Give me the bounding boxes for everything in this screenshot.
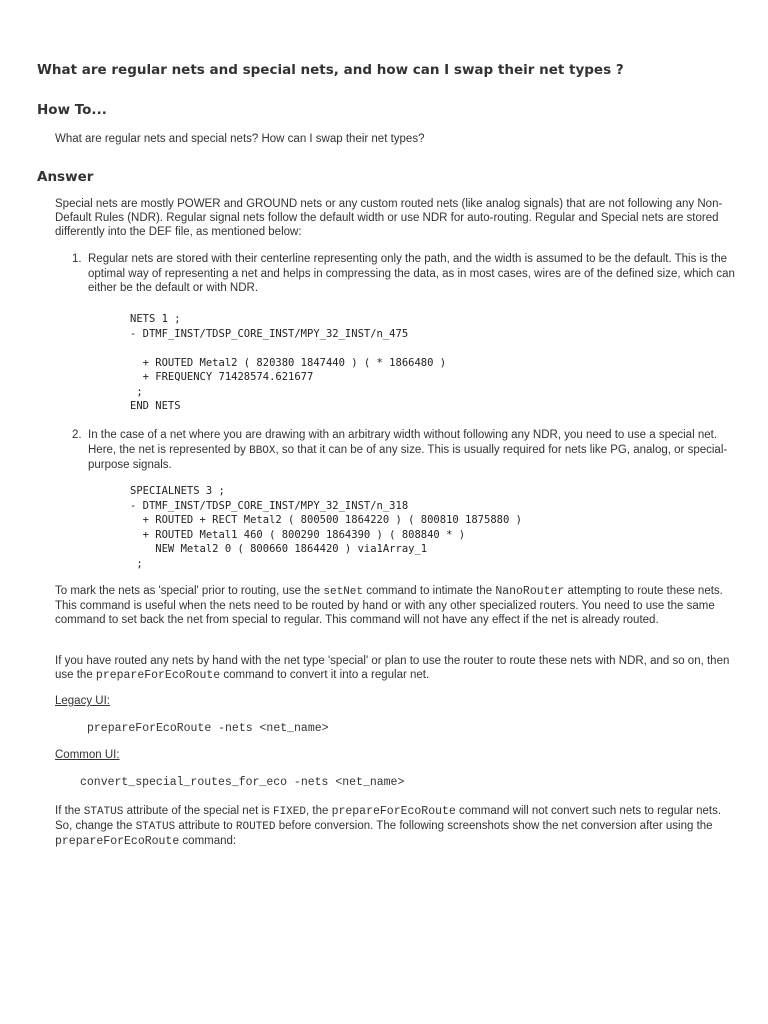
paragraph-status: If the STATUS attribute of the special net is FIXED, the prepareForEcoRoute command will not convert such nets to regular nets. So, change the STATUS attribute to ROUTED before conversion. The following screenshots show the net conversion after using the prepareForEcoRoute command: [55,805,722,848]
inline-code-prepareforecoroute: prepareForEcoRoute [55,835,180,848]
legacy-ui-label: Legacy UI: [55,695,110,707]
answer-heading: Answer [37,169,94,185]
inline-code-fixed: FIXED [272,806,306,818]
list-item-text: In the case of a net where you are drawing with an arbitrary width without following any NDR, you need to use a special net. Here, the net is represented by BBOX, so that it can be of any size. This is usually required for nets like PG, analog, or special-purpose signals. [88,429,728,471]
def-code-regular-nets: NETS 1 ; - DTMF_INST/TDSP_CORE_INST/MPY_32_INST/n_475 + ROUTED Metal2 ( 820380 1847440 ) ( * 1866480 ) + FREQUENCY 71428574.621677 ; END NETS [130,313,447,412]
answer-intro: Special nets are mostly POWER and GROUND nets or any custom routed nets (like analog signals) that are not following any Non-Default Rules (NDR). Regular signal nets follow the default width or use NDR for auto-routing. Regular and Special nets are stored differently into the DEF file, as mentioned below: [55,198,723,238]
inline-code-status: STATUS [135,821,176,833]
inline-code-routed: ROUTED [235,821,276,833]
list-number: 2. [72,429,82,441]
inline-code-setnet: setNet [323,586,363,598]
inline-code-prepareforecoroute: prepareForEcoRoute [331,805,456,818]
inline-code-nanorouter: NanoRouter [495,585,565,598]
def-code-special-nets: SPECIALNETS 3 ; - DTMF_INST/TDSP_CORE_INST/MPY_32_INST/n_318 + ROUTED + RECT Metal2 ( 800500 1864220 ) ( 800810 1875880 ) + ROUTED Metal1 460 ( 800290 1864390 ) ( 808840 * ) NEW Metal2 0 ( 800660 1864420 ) via1Array_1 ; [130,485,522,570]
common-ui-command: convert_special_routes_for_eco -nets <net_name> [80,776,405,789]
legacy-ui-command: prepareForEcoRoute -nets <net_name> [87,722,329,735]
common-ui-label: Common UI: [55,749,120,761]
list-item-special-nets [72,428,736,473]
list-item-text: Regular nets are stored with their centerline representing only the path, and the width is assumed to be the default. This is the optimal way of representing a net and helps in compressing the data, as in most cases, wires are of the defined size, which can either be the default or with NDR. [88,253,735,294]
inline-code-status: STATUS [83,806,124,818]
howto-heading: How To... [37,102,107,118]
inline-code-bbox: BBOX [249,444,276,457]
paragraph-setnet: To mark the nets as 'special' prior to routing, use the setNet command to intimate the NanoRouter attempting to route these nets. This command is useful when the nets need to be routed by hand or with any other specialized routers. You need to use the same command to set back the net from special to regular. This command will not have any effect if the net is already routed. [55,585,723,626]
page-title: What are regular nets and special nets, and how can I swap their net types ? [37,62,624,78]
list-number: 1. [72,253,82,265]
howto-question: What are regular nets and special nets? How can I swap their net types? [55,133,425,145]
list-item-regular-nets [72,252,736,296]
inline-code-prepareforecoroute: prepareForEcoRoute [95,669,221,682]
paragraph-eco-route: If you have routed any nets by hand with the net type 'special' or plan to use the router to route these nets with NDR, and so on, then use the prepareForEcoRoute command to convert it into a regular net. [55,655,730,682]
